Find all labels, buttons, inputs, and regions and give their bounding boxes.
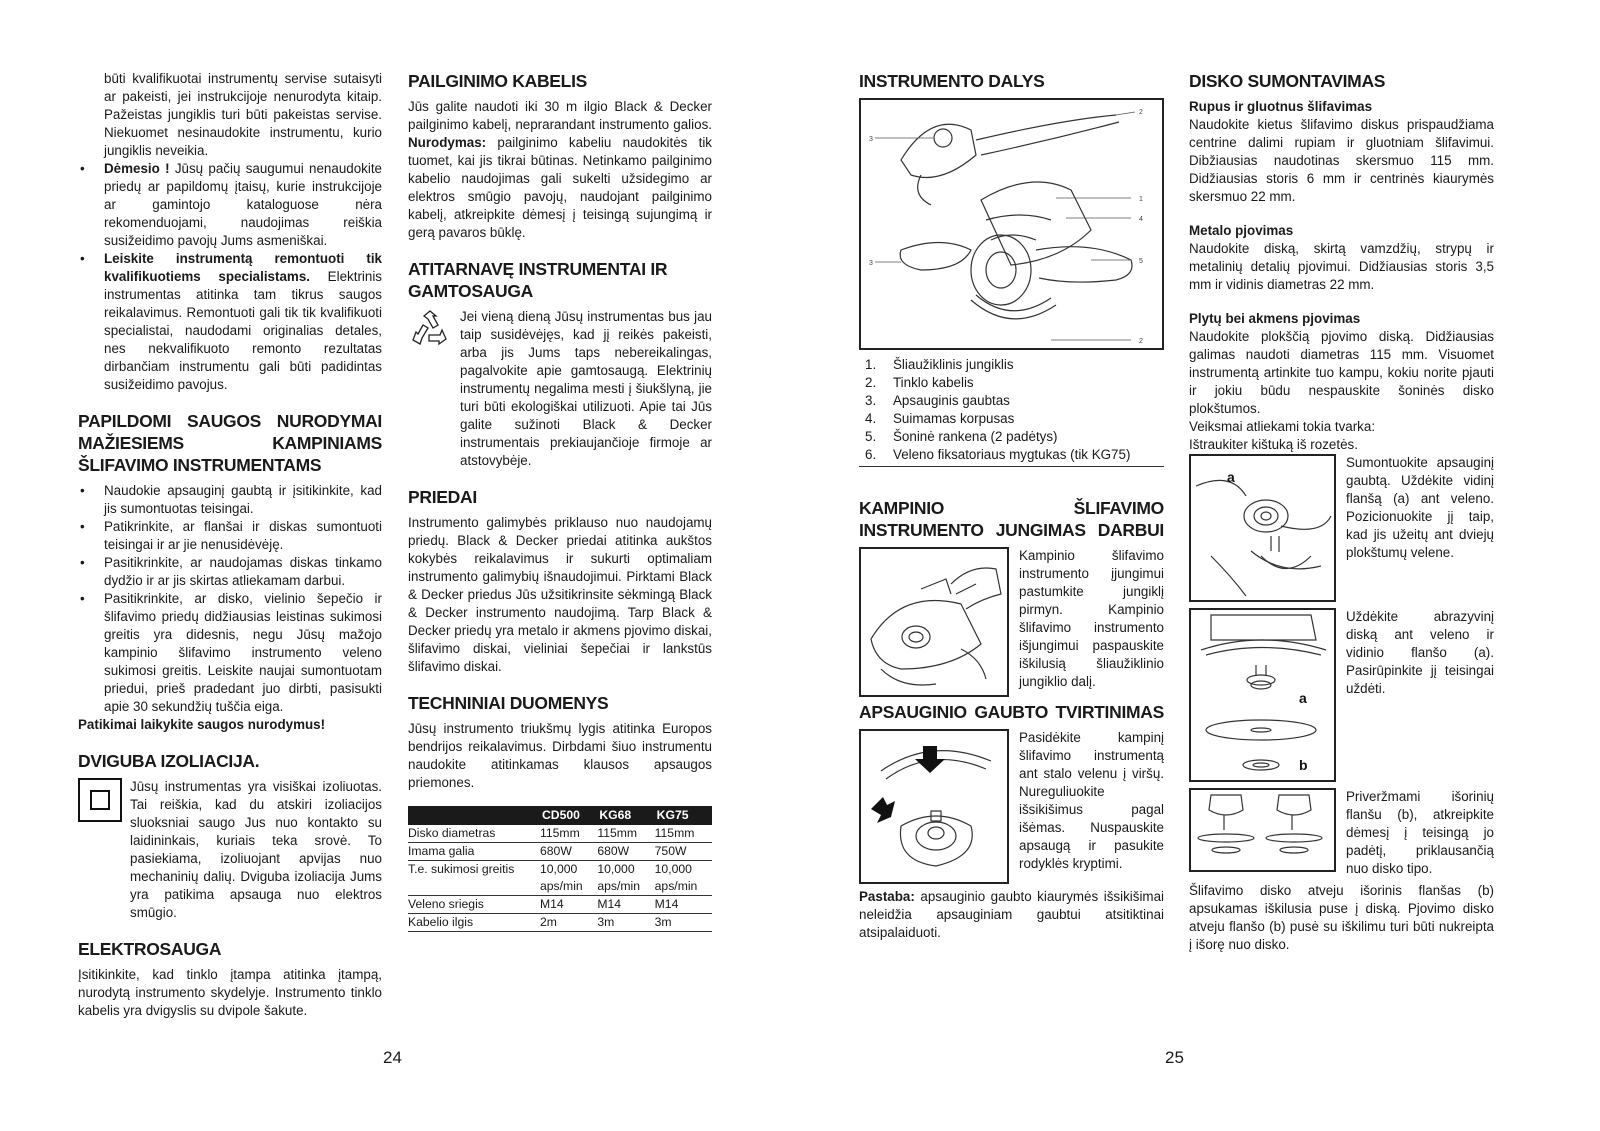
recycle-icon (408, 308, 452, 470)
callout-label: 3 (869, 260, 873, 267)
extension-text: Jūs galite naudoti iki 30 m ilgio Black & Decker pailginimo kabelį, neprarandant instrumento galios. Nurodymas: pailginimo kabeliu naudokitės tik tuomet, kai jis tikrai būtinas. Netinkamo pailginimo kabelio naudojimas gali sukelti užsidegimo ar elektros smūgio pavojų, naudojant pailginimo kabelį, atkreipkite dėmesį į teisingą sujungimą ir gerą pavaros būklę. (408, 99, 712, 240)
table-cell: 115mm (540, 825, 597, 843)
switch-on-title: KAMPINIO ŠLIFAVIMO INSTRUMENTO JUNGIMAS DARBUI (859, 498, 1164, 540)
list-item: 4. Suimamas korpusas (865, 411, 1015, 426)
bullet-repair: • Leiskite instrumentą remontuoti tik kvalifikuotiems specialistams. Elektrinis instrumentas atitinka tam tikrus saugos reikalavimus. Remontuoti gali tik tik kvalifikuoti specialistai, naudodami originalias detales, nes nekvalifikuoto remonto rezultatas dirbančiam instrumentu gali būti padidintas susižeidimo pavojus. (78, 250, 382, 394)
unplug-text: Ištraukiter kištuką iš rozetės. (1189, 437, 1358, 452)
metal-cutting-text: Naudokite diską, skirtą vamzdžių, strypų ir metalinių detalių pjovimui. Didžiausias storis 3,5 mm ir vidinis diametras 22 mm. (1189, 241, 1494, 292)
table-cell: 3m (655, 914, 712, 932)
final-flange-text: Šlifavimo disko atveju išorinis flanšas (b) apsukamas iškilusia puse į diską. Pjovimo disko atveju flanšo (b) pusė su iškilimu turi būti nukreipta į išorę nuo disko. (1189, 883, 1494, 952)
table-cell: 10,000 aps/min (655, 861, 712, 896)
grinder-parts-diagram (859, 98, 1164, 350)
table-header: CD500 (540, 806, 597, 825)
list-item: 1. Šliaužiklinis jungiklis (865, 357, 1014, 372)
table-cell: Kabelio ilgis (408, 914, 540, 932)
guard-text: Pasidėkite kampinį šlifavimo instrumentą ant stalo velenu į viršų. Nureguliuokite išsikišimus pagal išėmas. Nuspauskite apsaugą ir pasukite rodyklės kryptimi. (1019, 730, 1164, 871)
guard-title: APSAUGINIO GAUBTO TVIRTINIMAS (859, 702, 1164, 722)
guard-note: Pastaba: apsauginio gaubto kiaurymės išsikišimai neleidžia apsauginiam gaubtui atsitiktinai atsipalaiduoti. (859, 889, 1164, 940)
table-cell: Disko diametras (408, 825, 540, 843)
extra-safety-list (78, 482, 382, 716)
parts-list (859, 356, 1164, 467)
table-cell: T.e. sukimosi greitis (408, 861, 540, 896)
switch-on-block (859, 547, 1164, 697)
disc-title: DISKO SUMONTAVIMAS (1189, 71, 1386, 91)
environment-title: ATITARNAVĘ INSTRUMENTAI IR GAMTOSAUGA (408, 259, 668, 301)
table-header (408, 806, 540, 825)
step3-block (1189, 788, 1494, 878)
page-number-left: 24 (383, 1048, 402, 1067)
environment-block (408, 308, 712, 470)
list-item: 6. Veleno fiksatoriaus mygtukas (tik KG75) (865, 447, 1131, 462)
step1-block (1189, 454, 1494, 602)
switch-on-illustration (859, 547, 1009, 697)
list-item: 5. Šoninė rankena (2 padėtys) (865, 429, 1058, 444)
table-row (408, 914, 712, 932)
callout-label: 5 (1139, 258, 1143, 265)
callout-label: 1 (1139, 196, 1143, 203)
table-cell: Veleno sriegis (408, 896, 540, 914)
accessories-title: PRIEDAI (408, 487, 477, 507)
guard-block (859, 729, 1164, 884)
rough-grinding-title: Rupus ir gluotnus šlifavimas (1189, 99, 1373, 114)
double-insulation-icon (78, 778, 122, 922)
list-item: • Patikrinkite, ar flanšai ir diskas sumontuoti teisingai ir ar jie nenusidėvėję. (78, 518, 382, 554)
double-insulation-text: Jūsų instrumentas yra visiškai izoliuotas. Tai reiškia, kad du atskiri izoliacijos sluoksniai saugo Jus nuo kontakto su laidininkais, kuriais teka srovė. To pasiekiama, izoliuojant apvijas nuo mechaninių dalių. Dviguba izoliacija Jums yra patikima apsauga nuo elektros smūgio. (130, 779, 382, 920)
left-page-column-2 (408, 70, 712, 932)
abrasive-disc-illustration (1189, 608, 1336, 782)
table-cell: M14 (540, 896, 597, 914)
double-insulation-block (78, 778, 382, 922)
table-cell: M14 (597, 896, 654, 914)
electrical-title: ELEKTROSAUGA (78, 939, 222, 959)
outer-flange-illustration (1189, 788, 1336, 872)
left-page-column-1 (78, 70, 382, 1020)
extra-safety-title: PAPILDOMI SAUGOS NURODYMAI MAŽIESIEMS KAMPINIAMS ŠLIFAVIMO INSTRUMENTAMS (78, 411, 382, 475)
accessories-text: Instrumento galimybės priklauso nuo naudojamų priedų. Black & Decker priedai atitinka aukštos kokybės reikalavimus ir sukurti optimaliam instrumento galimybių išnaudojimui. Pirktami Black & Decker priedus Jūs užsitikrinsite sėkmingą Black & Decker instrumento naudojimą. Tarp Black & Decker priedų yra metalo ir akmens pjovimo diskai, šlifavimo diskai, vieliniai šepečiai ir lankstūs šlifavimo diskai. (408, 515, 712, 674)
metal-cutting-title: Metalo pjovimas (1189, 223, 1294, 238)
table-cell: 680W (540, 843, 597, 861)
switch-on-text: Kampinio šlifavimo instrumento įjungimui pastumkite jungiklį pirmyn. Kampinio šlifavimo instrumento išjungimui paspauskite iškilusią šliaužiklinio jungiklio dalį. (1019, 548, 1164, 689)
figure-label-a: a (1227, 469, 1235, 485)
tech-text: Jūsų instrumento triukšmų lygis atitinka Europos bendrijos reikalavimus. Dirbdami šiuo instrumentu naudokite atitinkamas klausos apsaugos priemones. (408, 721, 712, 790)
table-body (408, 825, 712, 932)
callout-label: 2 (1139, 338, 1143, 345)
keep-rules-note: Patikimai laikykite saugos nurodymus! (78, 717, 326, 732)
callout-label: 2 (1139, 109, 1143, 116)
table-cell: 115mm (597, 825, 654, 843)
tile-cutting-title: Plytų bei akmens pjovimas (1189, 311, 1361, 326)
tech-title: TECHNINIAI DUOMENYS (408, 693, 609, 713)
rotate-arrow-icon (871, 797, 895, 823)
guard-illustration (859, 729, 1009, 884)
step3-text: Priveržmami išorinių flanšu (b), atkreipkite dėmesį į teisingą jo padėtį, priklausančią nuo disko tipo. (1346, 789, 1494, 876)
table-header: KG75 (655, 806, 712, 825)
table-cell: 10,000 aps/min (540, 861, 597, 896)
extension-title: PAILGINIMO KABELIS (408, 71, 587, 91)
double-insulation-title: DVIGUBA IZOLIACIJA. (78, 751, 260, 771)
parts-title: INSTRUMENTO DALYS (859, 71, 1045, 91)
step2-block (1189, 608, 1494, 782)
right-page-column-1 (859, 70, 1164, 942)
table-cell: 680W (597, 843, 654, 861)
order-text: Veiksmai atliekami tokia tvarka: (1189, 419, 1376, 434)
angle-grinder-illustration (861, 100, 1162, 348)
list-item: • Naudokie apsauginį gaubtą ir įsitikinkite, kad jis sumontuotas teisingai. (78, 482, 382, 518)
table-header: KG68 (597, 806, 654, 825)
list-item: 3. Apsauginis gaubtas (865, 393, 1010, 408)
list-item: • Pasitikrinkite, ar disko, vielinio šepečio ir šlifavimo priedų didžiausias leistinas sukimosi greitis yra didesnis, negu Jūsų mažojo kampinio šlifavimo instrumento veleno sukimosi greitis. Leiskite naujai sumontuotam priedui, prieš pradedant juo dirbti, pasisukti apie 30 sekundžių tuščia eiga. (78, 590, 382, 716)
page-number-right: 25 (1165, 1048, 1184, 1067)
electrical-text: Įsitikinkite, kad tinklo įtampa atitinka įtampą, nurodytą instrumento skydelyje. Instrumento tinklo kabelis yra dvigyslis su dvipole šakute. (78, 967, 382, 1018)
table-cell: M14 (655, 896, 712, 914)
bullet-attention: • Dėmesio ! Jūsų pačių saugumui nenaudokite priedų ar papildomų įtaisų, kurie instrukcijoje ar gamintojo kataloguose nėra rekomenduojami, naudojimas reiškia susižeidimo pavojų Jums asmeniškai. (78, 160, 382, 250)
table-row (408, 825, 712, 843)
table-cell: 2m (540, 914, 597, 932)
table-cell: 750W (655, 843, 712, 861)
table-row (408, 896, 712, 914)
step1-text: Sumontuokite apsauginį gaubtą. Uždėkite vidinį flanšą (a) ant veleno. Pozicionuokite jį taip, kad jis užeitų ant dviejų plokštumų velene. (1346, 455, 1494, 560)
inner-flange-illustration (1189, 454, 1336, 602)
callout-label: 3 (869, 136, 873, 143)
right-page-column-2 (1189, 70, 1494, 954)
list-item: 2. Tinklo kabelis (865, 375, 974, 390)
table-cell: 115mm (655, 825, 712, 843)
table-cell: Imama galia (408, 843, 540, 861)
list-item: • Pasitikrinkite, ar naudojamas diskas tinkamo dydžio ir ar jis skirtas atliekamam darbui. (78, 554, 382, 590)
table-row (408, 861, 712, 896)
callout-label: 4 (1139, 216, 1143, 223)
tile-cutting-text: Naudokite plokščią pjovimo diską. Didžiausias galimas naudoti diametras 115 mm. Visuomet instrumentą artinkite tuo kampu, kokiu norite pjauti ir jokiu būdu nespauskite šoninės disko plokštumos. (1189, 329, 1494, 416)
table-row (408, 843, 712, 861)
step2-text: Uždėkite abrazyvinį diską ant veleno ir vidinio flanšo (a). Pasirūpinkite jį teisingai uždėti. (1346, 609, 1494, 696)
table-cell: 10,000 aps/min (597, 861, 654, 896)
safety-bullets (78, 160, 382, 394)
environment-text: Jei vieną dieną Jūsų instrumentas bus jau taip susidėvėjęs, kad jį reikės pakeisti, arba jis Jums taps nebereikalingas, pagalvokite apie gamtosaugą. Elektrinių instrumentų negalima mesti į šiukšlyną, jie turi būti ekologiškai utilizuoti. Apie tai Jūs galite sužinoti Black & Decker instrumentais prekiaujančioje firmoje ar atstovybėje. (460, 309, 712, 468)
rough-grinding-text: Naudokite kietus šlifavimo diskus prispaudžiama centrine dalimi rupiam ir gluotniam šlifavimui. Dibžiausias naudotinas skersmuo 115 mm. Didžiausias storis 6 mm ir centrinės kiaurymės skersmuo 22 mm. (1189, 117, 1494, 204)
table-header-row (408, 806, 712, 825)
figure-label-b: b (1299, 757, 1308, 773)
intro-continuation: būti kvalifikuotai instrumentų servise sutaisyti ar pakeisti, jei instrukcijoje nenurodyta kitaip. Pažeistas jungiklis turi būti pakeistas servise. Niekuomet nesinaudokite instrumentu, kurio jungiklis neveikia. (104, 71, 382, 158)
figure-label-a: a (1299, 690, 1307, 706)
table-cell: 3m (597, 914, 654, 932)
tech-data-table (408, 806, 712, 932)
